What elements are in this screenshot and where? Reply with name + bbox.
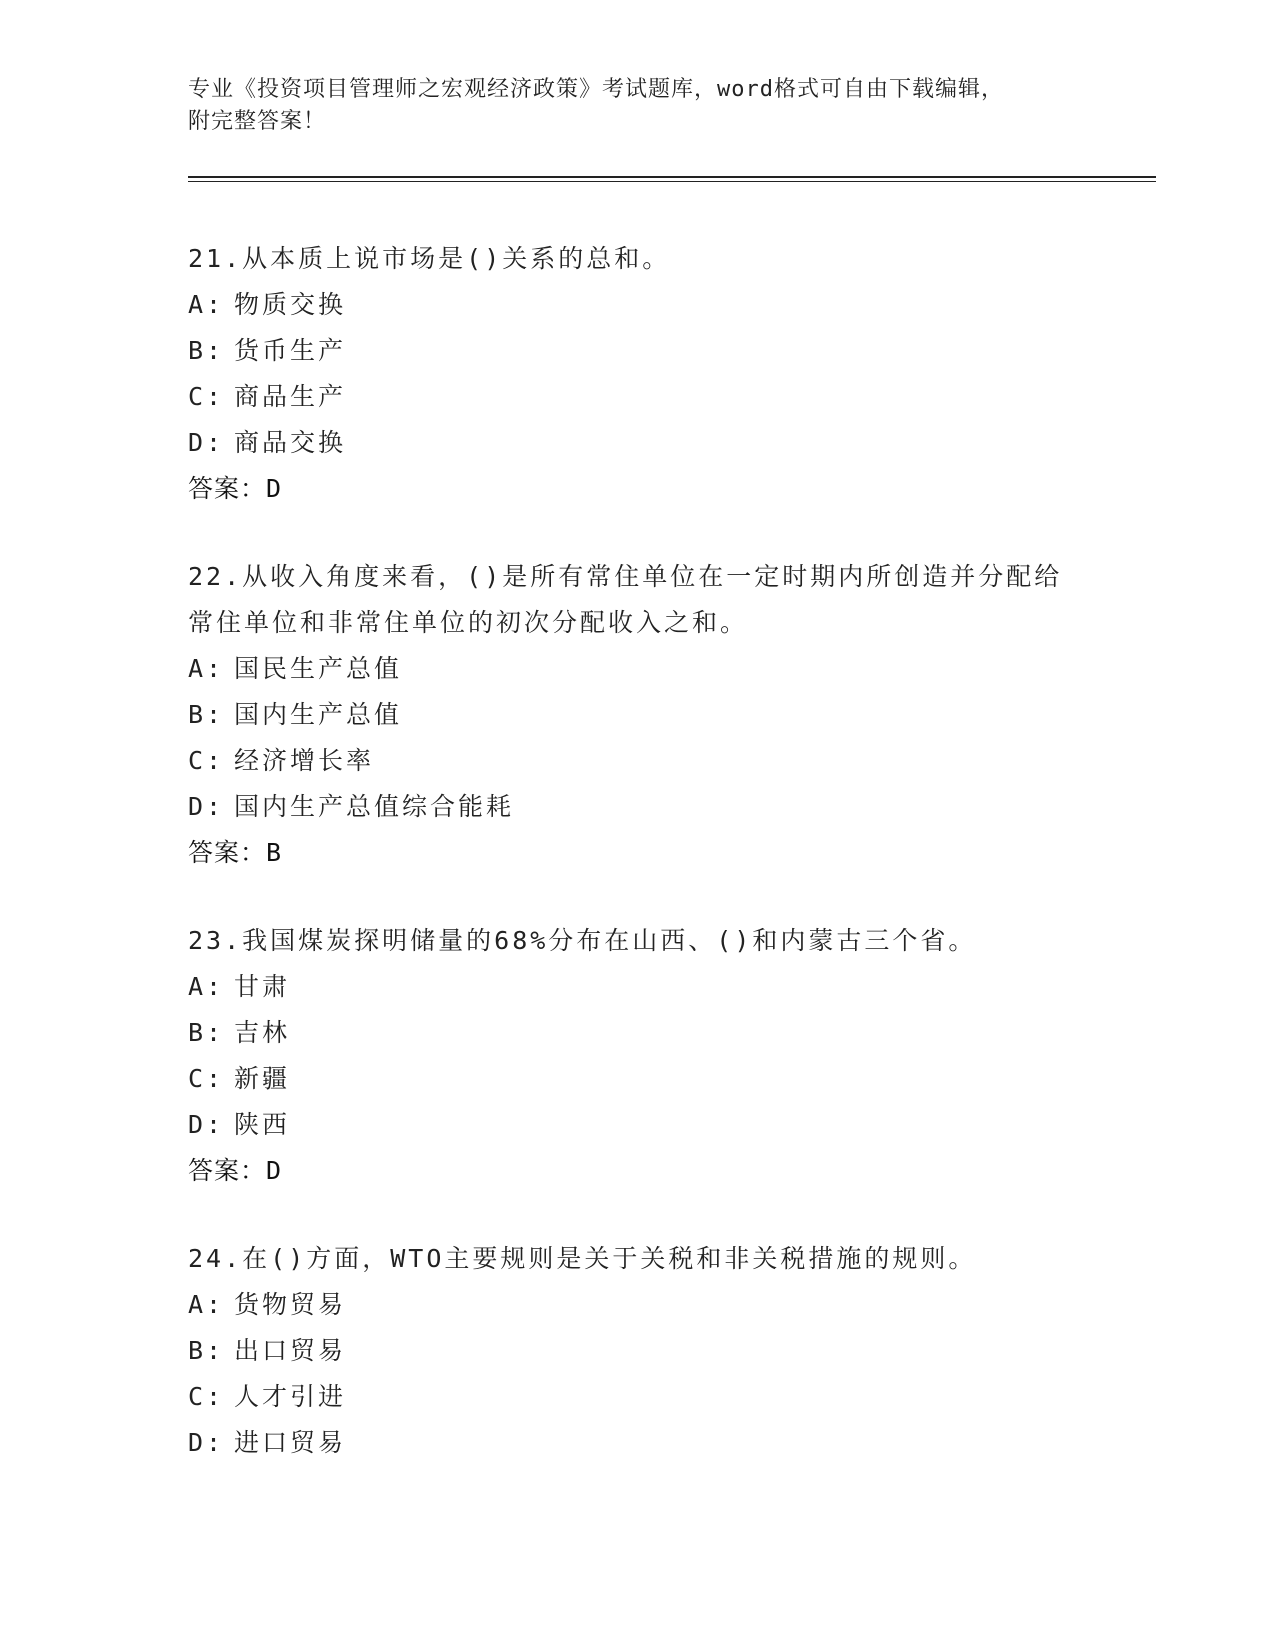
header-divider-thin (188, 181, 1156, 182)
question-text: 22.从收入角度来看，()是所有常住单位在一定时期内所创造并分配给常住单位和非常住单位的初次分配收入之和。 (188, 562, 1063, 637)
option-key: C: (188, 382, 225, 411)
option-key: D: (188, 1428, 225, 1457)
option-key: D: (188, 1110, 225, 1139)
option-text: 货币生产 (234, 336, 347, 365)
question-22 (188, 554, 1088, 876)
question-23 (188, 918, 1088, 1194)
option-key: D: (188, 792, 225, 821)
option-text: 甘肃 (234, 972, 291, 1001)
option-b (188, 328, 1088, 374)
option-d (188, 420, 1088, 466)
option-text: 经济增长率 (234, 746, 375, 775)
option-a (188, 646, 1088, 692)
option-text: 商品交换 (234, 428, 347, 457)
option-text: 人才引进 (234, 1382, 347, 1411)
option-key: A: (188, 972, 225, 1001)
option-text: 新疆 (234, 1064, 291, 1093)
question-text: 24.在()方面，WTO主要规则是关于关税和非关税措施的规则。 (188, 1244, 977, 1273)
header-divider-thick (188, 176, 1156, 178)
question-24 (188, 1236, 1088, 1466)
option-b (188, 1328, 1088, 1374)
option-text: 国民生产总值 (234, 654, 403, 683)
question-text: 23.我国煤炭探明储量的68%分布在山西、()和内蒙古三个省。 (188, 926, 977, 955)
option-text: 国内生产总值 (234, 700, 403, 729)
option-key: A: (188, 290, 225, 319)
option-c (188, 374, 1088, 420)
option-a (188, 1282, 1088, 1328)
option-c (188, 1374, 1088, 1420)
option-key: C: (188, 1064, 225, 1093)
option-text: 国内生产总值综合能耗 (234, 792, 515, 821)
option-key: B: (188, 1018, 225, 1047)
question-list (188, 236, 1088, 1508)
question-21 (188, 236, 1088, 512)
option-a (188, 964, 1088, 1010)
option-text: 物质交换 (234, 290, 347, 319)
option-text: 进口贸易 (234, 1428, 347, 1457)
question-text: 21.从本质上说市场是()关系的总和。 (188, 244, 671, 273)
option-text: 出口贸易 (234, 1336, 347, 1365)
option-key: B: (188, 1336, 225, 1365)
option-key: C: (188, 1382, 225, 1411)
option-key: B: (188, 336, 225, 365)
option-key: D: (188, 428, 225, 457)
option-d (188, 1420, 1088, 1466)
option-a (188, 282, 1088, 328)
option-key: A: (188, 654, 225, 683)
option-key: B: (188, 700, 225, 729)
option-c (188, 738, 1088, 784)
option-text: 陕西 (234, 1110, 291, 1139)
option-text: 吉林 (234, 1018, 291, 1047)
answer-text: 答案：B (188, 838, 283, 867)
option-d (188, 784, 1088, 830)
option-c (188, 1056, 1088, 1102)
document-header (188, 74, 1068, 138)
option-key: C: (188, 746, 225, 775)
header-line-1: 专业《投资项目管理师之宏观经济政策》考试题库，word格式可自由下载编辑， (188, 77, 1004, 102)
option-key: A: (188, 1290, 225, 1319)
option-text: 货物贸易 (234, 1290, 347, 1319)
answer-text: 答案：D (188, 1156, 283, 1185)
option-b (188, 692, 1088, 738)
option-d (188, 1102, 1088, 1148)
answer-text: 答案：D (188, 474, 283, 503)
option-text: 商品生产 (234, 382, 347, 411)
header-line-2: 附完整答案！ (188, 109, 327, 134)
option-b (188, 1010, 1088, 1056)
